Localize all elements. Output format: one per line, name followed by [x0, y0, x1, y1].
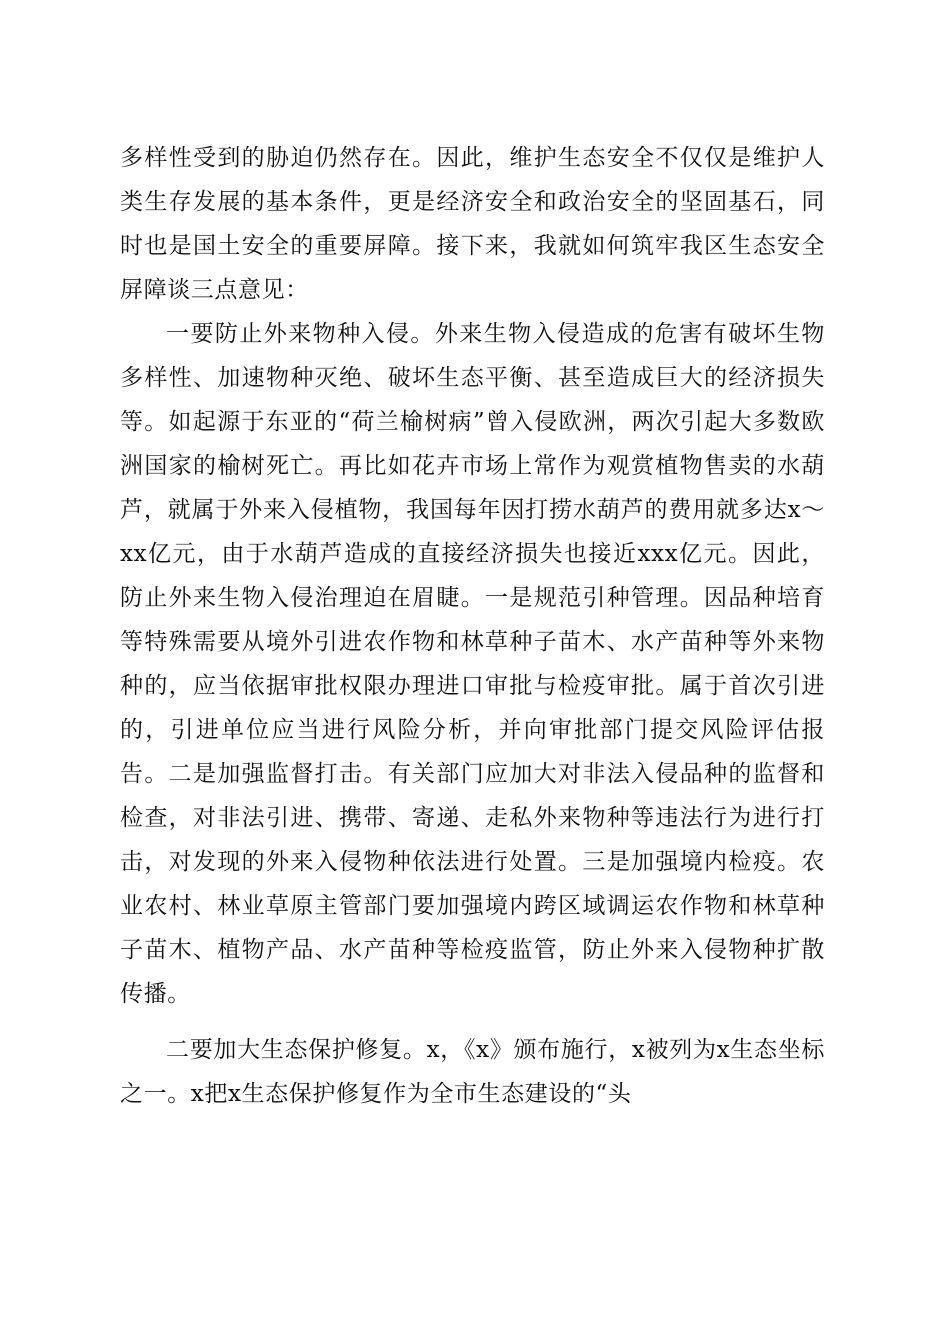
document-body	[120, 136, 825, 1116]
paragraph-ecological-restoration: 二要加大生态保护修复。x，《x》颁布施行，x被列为x生态坐标之一。x把x生态保护修复作为全市生态建设的“头	[120, 1037, 825, 1107]
paragraph-prevent-invasive-species: 一要防止外来物种入侵。外来生物入侵造成的危害有破坏生物多样性、加速物种灭绝、破坏生态平衡、甚至造成巨大的经济损失等。如起源于东亚的“荷兰榆树病”曾入侵欧洲，两次引起大多数欧洲国家的榆树死亡。再比如花卉市场上常作为观赏植物售卖的水葫芦，就属于外来入侵植物，我国每年因打捞水葫芦的费用就多达x～xx亿元，由于水葫芦造成的直接经济损失也接近xxx亿元。因此，防止外来生物入侵治理迫在眉睫。一是规范引种管理。因品种培育等特殊需要从境外引进农作物和林草种子苗木、水产苗种等外来物种的，应当依据审批权限办理进口审批与检疫审批。属于首次引进的，引进单位应当进行风险分析，并向审批部门提交风险评估报告。二是加强监督打击。有关部门应加大对非法入侵品种的监督和检查，对非法引进、携带、寄递、走私外来物种等违法行为进行打击，对发现的外来入侵物种依法进行处置。三是加强境内检疫。农业农村、林业草原主管部门要加强境内跨区域调运农作物和林草种子苗木、植物产品、水产苗种等检疫监管，防止外来入侵物种扩散传播。	[120, 321, 825, 1007]
paragraph-intro: 多样性受到的胁迫仍然存在。因此，维护生态安全不仅仅是维护人类生存发展的基本条件，更是经济安全和政治安全的坚固基石，同时也是国土安全的重要屏障。接下来，我就如何筑牢我区生态安全屏障谈三点意见：	[120, 145, 825, 303]
